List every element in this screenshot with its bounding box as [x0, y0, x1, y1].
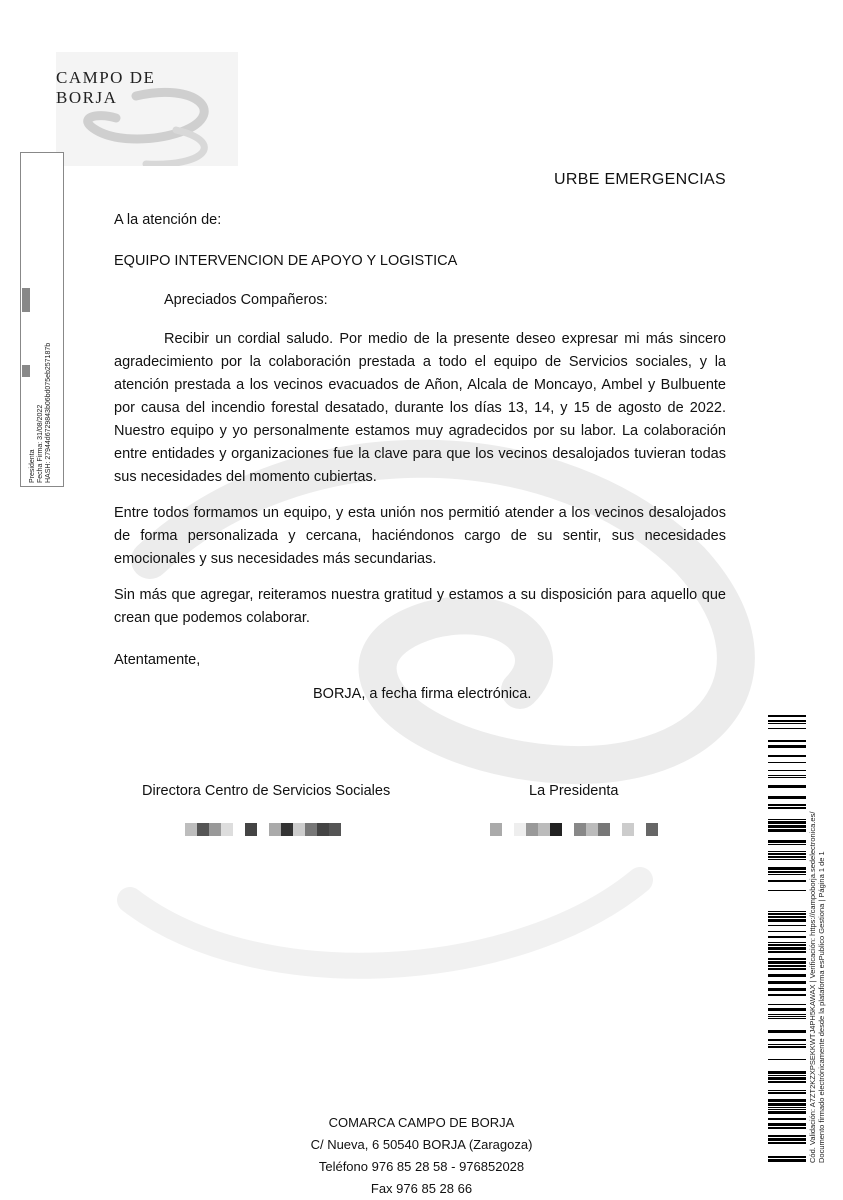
body-paragraph-2: Entre todos formamos un equipo, y esta unión nos permitió atender a los vecinos desalojados de forma personalizada y cercana, haciéndonos cargo de su sentir, sus necesidades emocionales y sus necesidades más secundarias. [114, 505, 726, 567]
barcode-bar [768, 1014, 806, 1015]
barcode-bar [768, 931, 806, 932]
barcode-bar [768, 745, 806, 748]
barcode-bar [768, 1071, 806, 1074]
barcode-bar [768, 1077, 806, 1080]
barcode-bar [768, 994, 806, 996]
barcode-bar [768, 821, 806, 824]
barcode-bar [768, 804, 806, 806]
barcode-bar [768, 1109, 806, 1110]
barcode-bar [768, 988, 806, 991]
barcode-bar [768, 1090, 806, 1091]
barcode-bar [768, 825, 806, 828]
barcode-bar [768, 919, 806, 922]
barcode-bar [768, 867, 806, 870]
barcode-bar [768, 958, 806, 960]
barcode-bar [768, 1018, 806, 1019]
barcode-bar [768, 715, 806, 717]
barcode-bar [768, 1123, 806, 1126]
barcode-bar [768, 728, 806, 729]
validation-text [808, 812, 826, 1163]
barcode-bar [768, 968, 806, 970]
redacted-signer-right-name [490, 823, 658, 836]
barcode-bar [768, 880, 806, 882]
barcode-bar [768, 770, 806, 771]
barcode-bar [768, 974, 806, 977]
team-name: EQUIPO INTERVENCION DE APOYO Y LOGISTICA [114, 253, 458, 269]
barcode-bar [768, 1138, 806, 1141]
barcode-bar [768, 740, 806, 742]
barcode-bar [768, 1046, 806, 1048]
barcode-bar [768, 1142, 806, 1144]
barcode-bar [768, 1039, 806, 1041]
footer-fax: Fax 976 85 28 66 [370, 1181, 473, 1196]
logo-line2: BORJA [56, 88, 118, 107]
logo-line1: CAMPO DE [56, 68, 156, 87]
body-paragraph-3: Sin más que agregar, reiteramos nuestra gratitud y estamos a su disposición para aquello que crean que podemos colaborar. [114, 587, 726, 626]
barcode-bar [768, 1135, 806, 1137]
barcode-bar [768, 916, 806, 918]
validation-line2: Documento firmado electrónicamente desde la plataforma esPublico Gestiona | Página 1 de 1 [817, 851, 826, 1163]
barcode-bar [768, 777, 806, 778]
barcode-bar [768, 1030, 806, 1033]
barcode-bar [768, 853, 806, 855]
barcode-bar [768, 871, 806, 873]
signer-right-title: La Presidenta [529, 783, 619, 799]
signer-left-title: Directora Centro de Servicios Sociales [142, 783, 391, 799]
barcode-bar [768, 819, 806, 820]
redacted-signer-left-name [185, 823, 341, 836]
stamp-line3: HASH: 27944d6729843b06bd075eb257187b [45, 342, 52, 483]
barcode-bar [768, 874, 806, 875]
barcode-bar [768, 723, 806, 724]
barcode-bar [768, 859, 806, 860]
barcode-bar [768, 1081, 806, 1083]
barcode-bar [768, 1103, 806, 1106]
barcode-bar [768, 951, 806, 953]
barcode-bar [768, 851, 806, 852]
barcode-bar [768, 1075, 806, 1076]
barcode-bar [768, 911, 806, 912]
barcode-bar [768, 936, 806, 938]
barcode-bar [768, 1008, 806, 1011]
barcode-bar [768, 720, 806, 722]
barcode-bar [768, 844, 806, 845]
barcode-bar [768, 981, 806, 984]
attention-line: A la atención de: [114, 212, 222, 228]
barcode-bar [768, 807, 806, 809]
barcode-bar [768, 840, 806, 843]
barcode-bar [768, 944, 806, 946]
barcode-bar [768, 755, 806, 757]
barcode-bar [768, 942, 806, 943]
barcode-bar [768, 1044, 806, 1045]
closing: Atentamente, [114, 652, 201, 668]
barcode-bar [768, 785, 806, 788]
barcode-bar [768, 890, 806, 891]
stamp-line2: Fecha Firma: 31/08/2022 [37, 404, 44, 483]
barcode-bar [768, 1016, 806, 1017]
signature-stamp-text [29, 153, 53, 483]
barcode-bar [768, 1111, 806, 1114]
barcode-bar [768, 1159, 806, 1162]
barcode-bar [768, 961, 806, 964]
barcode-bar [768, 947, 806, 950]
footer-org: COMARCA CAMPO DE BORJA [328, 1115, 515, 1130]
footer-phone: Teléfono 976 85 28 58 - 976852028 [318, 1159, 525, 1174]
barcode-bar [768, 1004, 806, 1005]
barcode-bar [768, 1118, 806, 1120]
barcode-bar [768, 796, 806, 799]
barcode-bar [768, 1059, 806, 1060]
footer-address: C/ Nueva, 6 50540 BORJA (Zaragoza) [310, 1137, 533, 1152]
validation-barcode [768, 715, 806, 1163]
place-date: BORJA, a fecha firma electrónica. [313, 686, 532, 702]
barcode-bar [768, 1156, 806, 1158]
barcode-bar [768, 1099, 806, 1102]
barcode-bar [768, 1127, 806, 1129]
barcode-bar [768, 829, 806, 832]
greeting: Apreciados Compañeros: [164, 292, 328, 308]
barcode-bar [768, 856, 806, 858]
barcode-bar [768, 1092, 806, 1094]
barcode-bar [768, 762, 806, 763]
recipient-org: URBE EMERGENCIAS [554, 171, 726, 188]
footer-contact [0, 1112, 843, 1200]
barcode-bar [768, 1107, 806, 1108]
body-paragraph-1: Recibir un cordial saludo. Por medio de la presente deseo expresar mi más sincero agradecimiento por la colaboración prestada a todo el equipo de Servicios sociales, y la atención prestada a los vecinos evacuados de Añon, Alcala de Moncayo, Ambel y Bulbuente por causa del incendio forestal desatado, durante los días 13, 14, y 15 de agosto de 2022. Nuestro equipo y yo personalmente estamos muy agradecidos por su labor. La colaboración entre entidades y organizaciones fue la clave para que los vecinos desalojados tuvieran todas sus necesidades del momento cubiertas. [114, 331, 726, 485]
barcode-bar [768, 775, 806, 776]
barcode-bar [768, 913, 806, 915]
barcode-bar [768, 965, 806, 967]
validation-line1: Cód. Validación: A7ZT2KZXPSEKKWTJ4PH5KAWAX | Verificación: https://campoborja.sedelectronica.es/ [808, 811, 817, 1163]
stamp-line1: Presidenta [29, 449, 36, 483]
barcode-bar [768, 925, 806, 926]
